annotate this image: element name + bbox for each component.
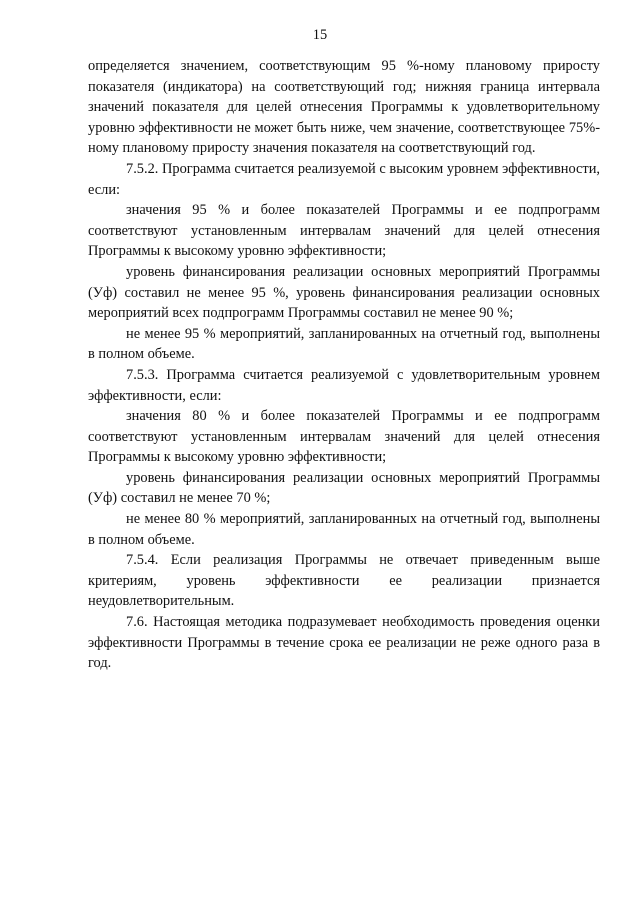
paragraph-satisfactory-indicators: значения 80 % и более показателей Программы и ее подпрограмм соответствуют установленным интервалам значений для целей отнесения Программы к высокому уровню эффективности; [88, 408, 600, 466]
page-number: 15 [312, 27, 328, 43]
paragraph-7-5-3: 7.5.3. Программа считается реализуемой с удовлетворительным уровнем эффективности, если: [88, 366, 600, 404]
paragraph-7-5-2: 7.5.2. Программа считается реализуемой с высоким уровнем эффективности, если: [88, 160, 600, 198]
paragraph-satisfactory-financing: уровень финансирования реализации основных мероприятий Программы (Уф) составил не менее 70 %; [88, 469, 600, 507]
paragraph-7-6: 7.6. Настоящая методика подразумевает необходимость проведения оценки эффективности Программы в течение срока ее реализации не реже одного раза в год. [88, 614, 600, 672]
paragraph-continuation: определяется значением, соответствующим 95 %-ному плановому приросту показателя (индикатора) на соответствующий год; нижняя граница интервала значений показателя для целей отнесения Программы к удовлетворительному уровню эффективности не может быть ниже, чем значение, соответствующее 75%-ному плановому приросту значения показателя на соответствующий год. [88, 58, 600, 157]
paragraph-satisfactory-activities: не менее 80 % мероприятий, запланированных на отчетный год, выполнены в полном объеме. [88, 511, 600, 548]
paragraph-high-activities: не менее 95 % мероприятий, запланированных на отчетный год, выполнены в полном объеме. [88, 325, 600, 363]
paragraph-7-5-4: 7.5.4. Если реализация Программы не отвечает приведенным выше критериям, уровень эффективности ее реализации признается неудовлетворительным. [88, 552, 600, 610]
paragraph-high-indicators: значения 95 % и более показателей Программы и ее подпрограмм соответствуют установленным интервалам значений для целей отнесения Программы к высокому уровню эффективности; [88, 202, 600, 260]
paragraph-high-financing: уровень финансирования реализации основных мероприятий Программы (Уф) составил не менее 95 %, уровень финансирования реализации основных мероприятий всех подпрограмм Программы составил не менее 90 %; [88, 263, 600, 322]
document-body [88, 56, 600, 674]
